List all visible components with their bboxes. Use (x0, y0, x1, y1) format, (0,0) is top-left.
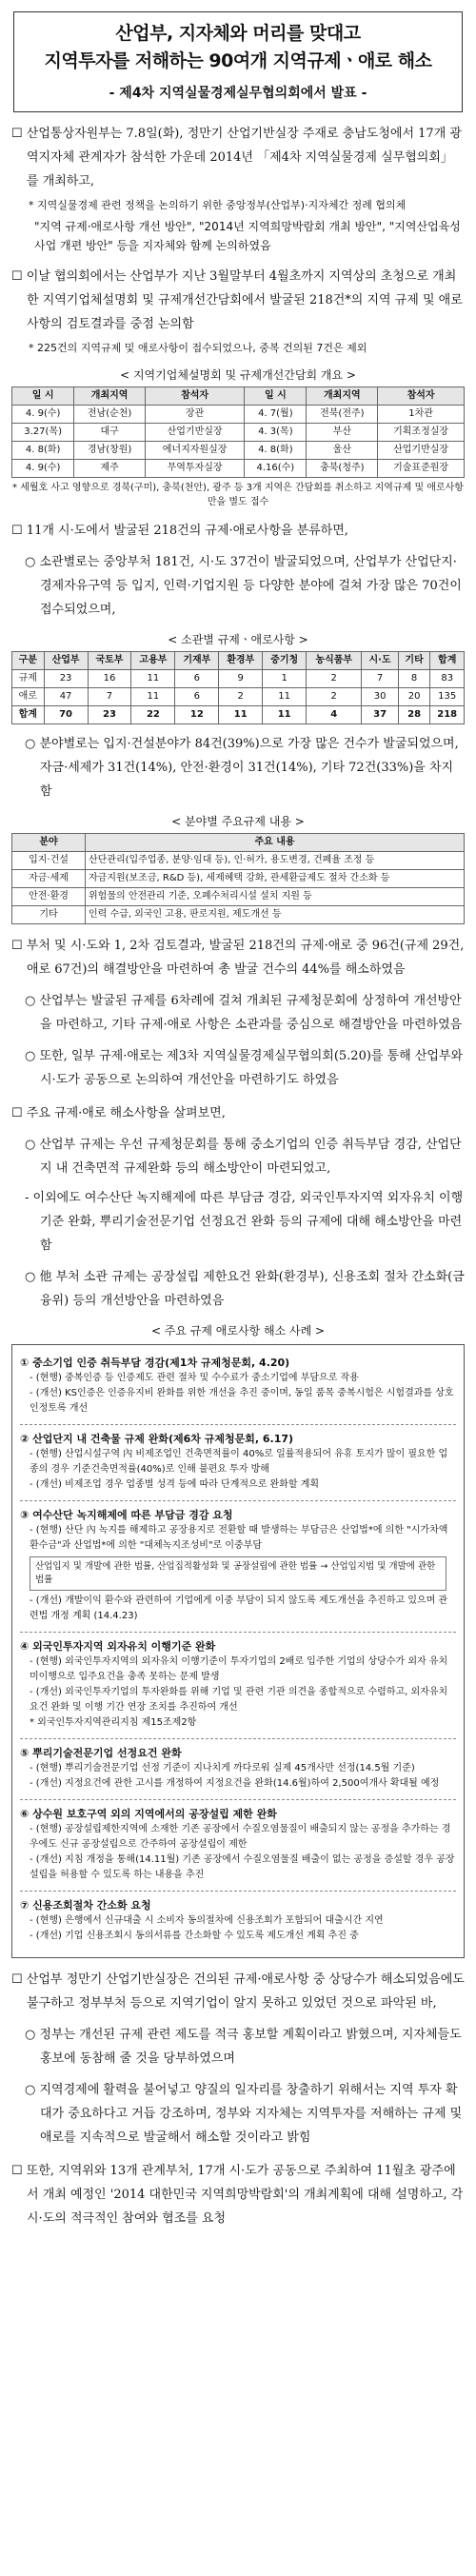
para6: ☐ 주요 규제·애로 해소사항을 살펴보면, (11, 1106, 226, 1120)
title-line-2: 지역투자를 저해하는 90여개 지역규제ㆍ애로 해소 (44, 50, 432, 71)
cell: 4. 9(수) (12, 406, 74, 424)
cell: 20 (398, 688, 430, 706)
case-item (20, 1806, 456, 1883)
case-inner-box: 산업입지 및 개발에 관한 법률, 산업집적활성화 및 공장설립에 관한 법률 → 산업입지법 및 개발에 관한 법률 (30, 1556, 446, 1591)
cell: 30 (362, 688, 398, 706)
table3-title: < 분야별 주요규제 내용 > (171, 815, 305, 828)
cell: 산단관리(입주업종, 분양·임대 등), 인·허가, 용도변경, 건폐율 조정 등 (86, 852, 465, 870)
cell: 대구 (74, 424, 146, 442)
cell: 4.16(수) (245, 460, 307, 478)
th: 합계 (430, 652, 465, 670)
divider (20, 1738, 456, 1739)
cell: 4. 7(월) (245, 406, 307, 424)
cell: 규제 (12, 670, 45, 688)
cell: 기술표준원장 (378, 460, 465, 478)
para6-dash: - 이외에도 여수산단 녹지해제에 따른 부담금 경감, 외국인투자지역 외자유치 이행기준 완화, 뿌리기술전문기업 선정요건 완화 등의 규제에 대해 해소방안을 마련함 (25, 1191, 464, 1253)
case-item (20, 1431, 456, 1493)
cell: 부산 (307, 424, 378, 442)
divider (20, 1891, 456, 1892)
case-title: ③ 여수산단 녹지해제에 따른 부담금 경감 요청 (20, 1509, 233, 1521)
divider (20, 1632, 456, 1633)
case-line: - (현행) 산업시설구역 內 비제조업인 건축면적률이 40%로 일률적용되어 유휴 토지가 많이 필요한 업종의 경우 기준건축면적률(40%)로 인해 불편요 투자 방해 (30, 1449, 448, 1475)
title-line-1: 산업부, 지자체와 머리를 맞대고 (115, 23, 361, 44)
cell: 11 (263, 688, 307, 706)
table-row (12, 442, 465, 460)
cell: 11 (131, 688, 175, 706)
cell: 울산 (307, 442, 378, 460)
case-line: - (현행) 중복인증 등 인증제도 관련 절차 및 수수료가 중소기업에 부담으로 작용 (30, 1373, 359, 1383)
cell: 기타 (12, 906, 86, 924)
para7-circle-2: ○ 지역경제에 활력을 불어넣고 양질의 일자리를 창출하기 위해서는 지역 투자 확대가 중요하다고 거듭 강조하며, 정부와 지자체는 지역투자를 저해하는 규제 및 애로를 지속적으로 발굴해서 해소할 것이라고 밝힘 (25, 2083, 463, 2145)
cell: 1차관 (378, 406, 465, 424)
briefing-table (11, 386, 465, 478)
cell: 23 (88, 706, 131, 724)
case-title: ⑥ 상수원 보호구역 외의 지역에서의 공장설립 제한 완화 (20, 1808, 277, 1820)
para5-circle-2: ○ 또한, 일부 규제·애로는 제3차 지역실물경제실무협의회(5.20)를 통해 산업부와 시·도가 공동으로 논의하여 개선안을 마련하기도 하였음 (25, 1049, 464, 1087)
cell: 4. 8(화) (12, 442, 74, 460)
th: 중기청 (263, 652, 307, 670)
case-item (20, 1507, 456, 1624)
para7: ☐ 산업부 정만기 산업기반실장은 건의된 규제·애로사항 중 상당수가 해소되었음에도 불구하고 정부부처 등으로 지역기업이 알지 못하고 있었던 것으로 파악된 바, (11, 1972, 465, 2011)
th: 일 시 (12, 387, 74, 406)
table-row (12, 706, 465, 724)
case-line: - (개선) 기업 신용조회시 동의서류를 간소화할 수 있도록 제도개선 계획 추진 중 (30, 1931, 359, 1941)
cell: 4. 3(목) (245, 424, 307, 442)
cell: 애로 (12, 688, 45, 706)
intro-bullet: * 지역실물경제 관련 정책을 논의하기 위한 중앙정부(산업부)·지자체간 정례 협의체 (29, 199, 407, 211)
cell: 37 (362, 706, 398, 724)
cell: 23 (44, 670, 88, 688)
th: 시·도 (362, 652, 398, 670)
table1-note: * 세월호 사고 영향으로 경북(구미), 충북(천안), 광주 등 3개 지역은 간담회를 취소하고 지역규제 및 애로사항만을 별도 접수 (12, 483, 464, 507)
para8: ☐ 또한, 지역위와 13개 관계부처, 17개 시·도가 공동으로 주최하여 11월초 광주에서 개최 예정인 '2014 대한민국 지역희망박람회'의 개최계획에 대해 설명하고, 각 시·도의 적극적인 참여와 협조를 요청 (11, 2164, 464, 2226)
th: 참석자 (378, 387, 465, 406)
case-line: - (개선) 개발이익 환수와 관련하여 기업에게 이중 부담이 되지 않도록 제도개선을 추진하고 있으며 관련법 개정 계획 (14.4.23) (30, 1595, 448, 1621)
case-line: - (개선) 지침 개정을 통해(14.11월) 기존 공장에서 수질오염물질 배출이 없는 공정을 증설할 경우 공장설립을 허용할 수 있도록 하는 내용을 추진 (30, 1854, 455, 1880)
th: 개최지역 (74, 387, 146, 406)
case-line: - (현행) 뿌리기술전문기업 선정 기준이 지나치게 까다로워 실제 45개사만 선정(14.5월 기준) (30, 1763, 415, 1773)
cell: 9 (219, 670, 263, 688)
cell: 12 (175, 706, 219, 724)
cell: 3.27(목) (12, 424, 74, 442)
th: 국토부 (88, 652, 131, 670)
case-line: - (개선) 외국인투자기업의 투자완화를 위해 기업 및 관련 기관 의견을 종합적으로 수렴하고, 외자유치 요건 완화 및 이행 기간 연장 조치를 추진하여 개선 (30, 1687, 448, 1713)
th: 농식품부 (307, 652, 362, 670)
cell: 11 (131, 670, 175, 688)
table1-title: < 지역기업체설명회 및 규제개선간담회 개요 > (120, 368, 356, 382)
cell: 83 (430, 670, 465, 688)
table-row (12, 888, 465, 906)
cell: 7 (88, 688, 131, 706)
th: 구분 (12, 652, 45, 670)
table-row (12, 906, 465, 924)
cell: 무역투자실장 (145, 460, 244, 478)
cell: 4. 9(수) (12, 460, 74, 478)
case-line: - (현행) 산단 內 녹지를 해제하고 공장용지로 전환할 때 발생하는 부담금은 산업법*에 의한 "시가차액 환수금"과 산업법*에 의한 "대체녹지조성비"로 이중부담 (30, 1525, 448, 1551)
case-item (20, 1745, 456, 1792)
table-row (12, 852, 465, 870)
case-line: - (현행) 은행에서 신규대출 시 소비자 동의절차에 신용조회가 포함되어 대출시간 지연 (30, 1915, 384, 1926)
case-item (20, 1897, 456, 1944)
case-line: - (개선) 비제조업 경우 업종별 성격 등에 따라 단계적으로 완화할 계획 (30, 1479, 320, 1490)
cell: 장관 (145, 406, 244, 424)
para7-circle-1: ○ 정부는 개선된 규제 관련 제도를 적극 홍보할 계획이라고 밝혔으며, 지자체들도 홍보에 동참해 줄 것을 당부하였으며 (25, 2028, 462, 2066)
cell: 산업기반실장 (378, 442, 465, 460)
cell: 47 (44, 688, 88, 706)
cell: 70 (44, 706, 88, 724)
cell: 6 (175, 670, 219, 688)
th: 산업부 (44, 652, 88, 670)
para2: ☐ 이날 협의회에서는 산업부가 지난 3월말부터 4월초까지 지역상의 초청으로 개최한 지역기업체설명회 및 규제개선간담회에서 발굴된 218건*의 지역 규제 및 애로사항의 검토결과를 중점 논의함 (11, 269, 463, 331)
th: 기재부 (175, 652, 219, 670)
cases-title: < 주요 규제 애로사항 해소 사례 > (150, 1324, 326, 1338)
cell: 1 (263, 670, 307, 688)
para6-circle-2: ○ 他 부처 소관 규제는 공장설립 제한요건 완화(환경부), 신용조회 절차 간소화(금융위) 등의 개선방안을 마련하였음 (25, 1270, 465, 1308)
th: 고용부 (131, 652, 175, 670)
jurisdiction-table (11, 651, 465, 724)
cell: 기획조정실장 (378, 424, 465, 442)
case-title: ④ 외국인투자지역 외자유치 이행기준 완화 (20, 1640, 216, 1653)
case-item (20, 1638, 456, 1731)
para3: ☐ 11개 시·도에서 발굴된 218건의 규제·애로사항을 분류하면, (11, 524, 348, 538)
cell: 2 (307, 688, 362, 706)
cell: 입지·건설 (12, 852, 86, 870)
table-row (12, 670, 465, 688)
field-table (11, 833, 465, 924)
case-title: ⑤ 뿌리기술전문기업 선정요건 완화 (20, 1747, 182, 1759)
divider (20, 1799, 456, 1800)
cell: 22 (131, 706, 175, 724)
table-row (12, 424, 465, 442)
cell: 산업기반실장 (145, 424, 244, 442)
subtitle: - 제4차 지역실물경제실무협의회에서 발표 - (109, 86, 367, 101)
cell: 7 (362, 670, 398, 688)
cell: 8 (398, 670, 430, 688)
th: 환경부 (219, 652, 263, 670)
table-row (12, 406, 465, 424)
cell: 11 (219, 706, 263, 724)
case-item (20, 1355, 456, 1417)
cell: 합계 (12, 706, 45, 724)
table-row (12, 688, 465, 706)
divider (20, 1424, 456, 1425)
cell: 자금·세제 (12, 870, 86, 888)
table-row (12, 460, 465, 478)
cell: 인력 수급, 외국인 고용, 판로지원, 제도개선 등 (86, 906, 465, 924)
para6-circle-1: ○ 산업부 규제는 우선 규제청문회를 통해 중소기업의 인증 취득부담 경감, 산업단지 내 건축면적 규제완화 등의 해소방안이 마련되었고, (25, 1138, 462, 1176)
th: 기타 (398, 652, 430, 670)
case-title: ② 산업단지 내 건축물 규제 완화(제6차 규제청문회, 6.17) (20, 1433, 294, 1445)
case-title: ⑦ 신용조회절차 간소화 요청 (20, 1899, 151, 1912)
cell: 전남(순천) (74, 406, 146, 424)
para5-circle-1: ○ 산업부는 발굴된 규제를 6차례에 걸쳐 개최된 규제청문회에 상정하여 개선방안을 마련하고, 기타 규제·애로 사항은 소관과를 중심으로 해결방안을 마련하였음 (25, 994, 463, 1032)
title-box (13, 11, 463, 112)
th: 참석자 (145, 387, 244, 406)
case-line: - (현행) 외국인투자지역의 외자유치 이행기준이 투자기업의 2배로 입주한 기업의 상당수가 외자 유치 미이행으로 입주요건을 충족 못하는 문제 발생 (30, 1656, 448, 1682)
para2-bullet: * 225건의 지역규제 및 애로사항이 접수되었으나, 중복 건의된 7건은 제외 (29, 342, 367, 354)
cell: 2 (307, 670, 362, 688)
case-title: ① 중소기업 인증 취득부담 경감(제1차 규제청문회, 4.20) (20, 1357, 290, 1369)
case-line: - (개선) KS인증은 인증유지비 완화를 위한 개선을 추진 중이며, 동일 품목 중복시험은 시험결과를 상호인정토록 개선 (30, 1388, 454, 1414)
case-line: - (현행) 공장설립제한지역에 소재한 기존 공장에서 수질오염물질이 배출되지 않는 공정을 추가하는 경우에도 신규 공장설립으로 간주하여 공장설립이 제한 (30, 1824, 451, 1850)
cell: 4 (307, 706, 362, 724)
divider (20, 1500, 456, 1501)
cell: 4. 8(화) (245, 442, 307, 460)
para4-circle: ○ 분야별로는 입지·건설분야가 84건(39%)으로 가장 많은 건수가 발굴되었으며, 자금·세제가 31건(14%), 안전·환경이 31건(14%), 기타 72건(33%)을 차지함 (25, 737, 459, 799)
cell: 에너지자원실장 (145, 442, 244, 460)
cell: 135 (430, 688, 465, 706)
cell: 경남(창원) (74, 442, 146, 460)
case-note: * 외국인투자지역관리지침 제15조제2항 (30, 1717, 197, 1728)
th: 주요 내용 (86, 834, 465, 852)
cell: 자금지원(보조금, R&D 등), 세제혜택 강화, 관세환급제도 절차 간소화 등 (86, 870, 465, 888)
cell: 2 (219, 688, 263, 706)
th: 개최지역 (307, 387, 378, 406)
cell: 충북(청주) (307, 460, 378, 478)
cell: 안전·환경 (12, 888, 86, 906)
cell: 218 (430, 706, 465, 724)
cell: 전북(전주) (307, 406, 378, 424)
table2-title: < 소관별 규제ㆍ애로사항 > (168, 633, 308, 646)
cases-box (11, 1344, 465, 1958)
cell: 제주 (74, 460, 146, 478)
th: 일 시 (245, 387, 307, 406)
para5: ☐ 부처 및 시·도와 1, 2차 검토결과, 발굴된 218건의 규제·애로 중 96건(규제 29건, 애로 67건)의 해결방안을 마련하여 총 발굴 건수의 44%를 해소하였음 (11, 939, 465, 977)
table-row (12, 870, 465, 888)
th: 분야 (12, 834, 86, 852)
cell: 위험물의 안전관리 기준, 오폐수처리시설 설치 지원 등 (86, 888, 465, 906)
para3-circle: ○ 소관별로는 중앙부처 181건, 시·도 37건이 발굴되었으며, 산업부가 산업단지·경제자유구역 등 입지, 인력·기업지원 등 다양한 분야에 걸쳐 가장 많은 70건이 접수되었으며, (25, 555, 462, 617)
intro-quote: "지역 규제·애로사항 개선 방안", "2014년 지역희망박람회 개최 방안", "지역산업육성사업 개편 방안" 등을 지자체와 함께 논의하였음 (34, 220, 461, 252)
cell: 11 (263, 706, 307, 724)
cell: 16 (88, 670, 131, 688)
cell: 6 (175, 688, 219, 706)
intro-para: ☐ 산업통상자원부는 7.8일(화), 정만기 산업기반실장 주재로 충남도청에서 17개 광역지자체 관계자가 참석한 가운데 2014년 「제4차 지역실물경제 실무협의회」를 개최하고, (11, 127, 462, 188)
cell: 28 (398, 706, 430, 724)
case-line: - (개선) 지정요건에 관한 고시를 개정하여 지정요건을 완화(14.6월)하여 2,500여개사 확대될 예정 (30, 1778, 440, 1789)
